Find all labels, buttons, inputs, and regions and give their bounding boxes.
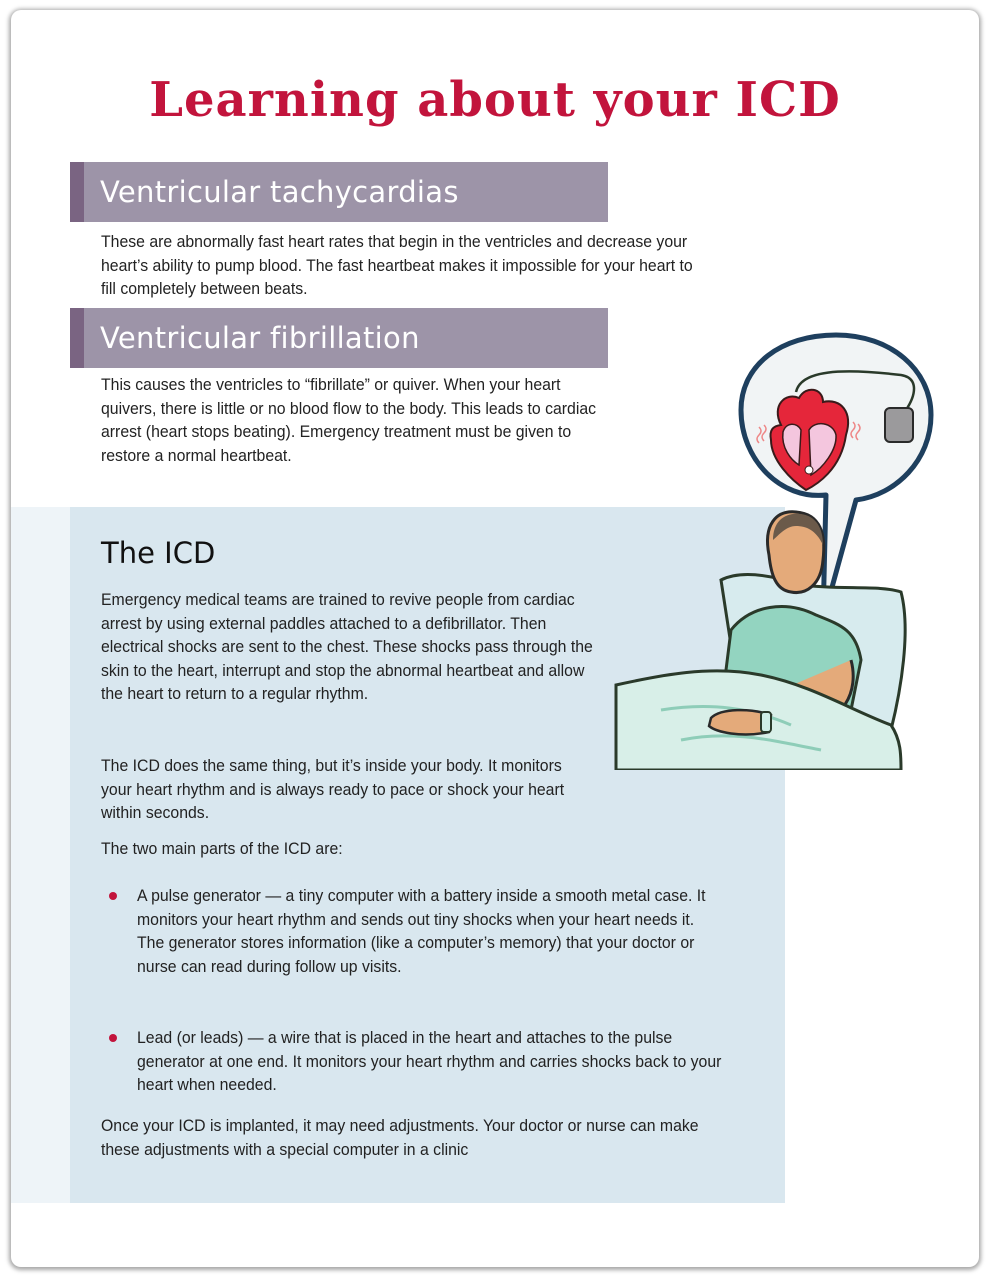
icd-paragraph-1: Emergency medical teams are trained to revive people from cardiac arrest by using external paddles attached to a defibrillator. Then electrical shocks are sent to the chest. These shocks pass through the skin to the heart, interrupt and stop the abnormal heartbeat and allow the heart to return to a regular rhythm.	[101, 590, 593, 703]
pulse-generator-icon	[885, 408, 913, 442]
icd-heading: The ICD	[101, 536, 216, 570]
page-title: Learning about your ICD	[149, 72, 841, 128]
section-header-ventricular-tachycardias	[70, 162, 608, 222]
document-page	[11, 10, 979, 1267]
icd-paragraph-4: Once your ICD is implanted, it may need adjustments. Your doctor or nurse can make these adjustments with a special computer in a clinic	[101, 1116, 699, 1159]
section-header-ventricular-fibrillation	[70, 308, 608, 368]
bullet-icon	[109, 1034, 117, 1042]
section-heading: Ventricular fibrillation	[100, 321, 420, 355]
patient-illustration	[601, 330, 941, 770]
icd-paragraph-2: The ICD does the same thing, but it’s inside your body. It monitors your heart rhythm and is always ready to pace or shock your heart within seconds.	[101, 756, 565, 822]
section-body-ventricular-tachycardias: These are abnormally fast heart rates that begin in the ventricles and decrease your heart’s ability to pump blood. The fast heartbeat makes it impossible for your heart to fill completely between beats.	[101, 232, 693, 298]
section-body-ventricular-fibrillation: This causes the ventricles to “fibrillate” or quiver. When your heart quivers, there is little or no blood flow to the body. This leads to cardiac arrest (heart stops beating). Emergency treatment must be given to restore a normal heartbeat.	[101, 375, 597, 465]
bullet-item-lead: Lead (or leads) — a wire that is placed in the heart and attaches to the pulse generator at one end. It monitors your heart rhythm and carries shocks back to your heart when needed.	[137, 1028, 722, 1094]
bullet-icon	[109, 892, 117, 900]
panel-gradient-edge	[11, 507, 70, 1203]
icd-paragraph-3: The two main parts of the ICD are:	[101, 839, 343, 858]
bullet-item-pulse-generator: A pulse generator — a tiny computer with a battery inside a smooth metal case. It monitors your heart rhythm and sends out tiny shocks when your heart needs it. The generator stores information (like a computer’s memory) that your doctor or nurse can read during follow up visits.	[137, 886, 706, 976]
section-heading: Ventricular tachycardias	[100, 175, 459, 209]
patient-head	[768, 512, 824, 593]
